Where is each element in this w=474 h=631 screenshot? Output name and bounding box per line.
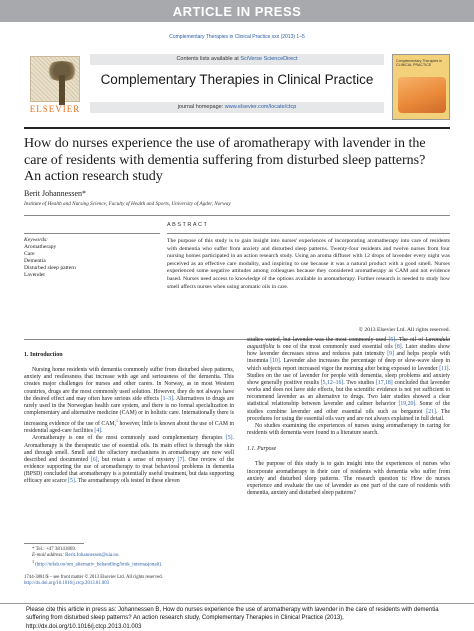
footnote-divider	[24, 543, 84, 544]
homepage-link[interactable]: www.elsevier.com/locate/ctcp	[224, 104, 297, 110]
url-link[interactable]: (http://nifab.no/om_alternativ_behandling/bruk_internasjonalt).	[35, 563, 163, 569]
reference-link[interactable]: [5,12–16]	[320, 379, 344, 386]
homepage-prefix: journal homepage:	[177, 104, 225, 110]
contents-available-line	[90, 54, 384, 65]
contents-prefix: Contents lists available at	[176, 56, 241, 62]
keywords-heading: Keywords:	[24, 237, 49, 243]
article-in-press-banner	[0, 0, 474, 22]
reference-link[interactable]: [6]	[90, 456, 98, 463]
cover-title: Complementary Therapies in CLINICAL PRACTICE	[396, 59, 443, 68]
left-column	[24, 352, 234, 486]
copyright-notice: © 2013 Elsevier Ltd. All rights reserved.	[358, 327, 450, 333]
keyword-item: Care	[24, 251, 35, 257]
abstract-divider	[167, 233, 450, 234]
reference-link[interactable]: [7]	[177, 456, 185, 463]
footnote-url: $^1$ (http://nifab.no/om_alternativ_behandling/bruk_internasjonalt).	[32, 559, 163, 569]
paragraph: The purpose of this study is to gain insight into the experiences of nurses who incorporate aromatherapy in their care of residents with dementia who suffer from anxiety and disturbed sleep patterns. The research question is: How do nurses experience and evaluate the use of lavender as one part of the care of residents with dementia, anxiety and disturbed sleep patterns?	[247, 461, 450, 496]
author-affiliation: Institute of Health and Nursing Science, Faculty of Health and Sports, University of Agder, Norway	[24, 201, 231, 207]
right-column	[247, 337, 450, 497]
tree-logo-icon	[30, 56, 80, 102]
journal-citation-line[interactable]: Complementary Therapies in Clinical Practice xxx (2013) 1–5	[169, 34, 305, 40]
elsevier-logo	[24, 54, 86, 116]
reference-link[interactable]: [19,20]	[398, 401, 416, 408]
journal-title: Complementary Therapies in Clinical Practice	[100, 72, 374, 87]
reference-link[interactable]: [1–3]	[160, 395, 174, 402]
info-divider	[24, 215, 450, 216]
purpose-heading: 1.1. Purpose	[247, 446, 277, 453]
reference-link[interactable]: [21]	[426, 408, 436, 415]
paragraph: Nursing home residents with dementia commonly suffer from disturbed sleep patterns, anxiety and restlessness that increase with age and seriousness of the dementia. This creates major challenges for nurses and other carers. In Norway, as in most Western countries, drugs are the most commonly used solution. However, they do not always have the desired effect and may often have serious side effects [1–3]. Alternatives to drugs are rarely used in the Norwegian health care system, and there is no formal specialization in complementary and alternative medicine (CAM) or in holistic care. Internationally there is increasing evidence of the use of CAM,$^1$ however, little is known about the use of CAM in residential aged-care facilities [4].	[24, 367, 234, 435]
reference-link[interactable]: [11]	[439, 365, 449, 372]
journal-info	[90, 54, 384, 116]
email-link[interactable]: Berit.Johannessen@uia.no.	[65, 553, 120, 559]
journal-cover-image	[392, 54, 450, 120]
journal-masthead	[24, 54, 450, 124]
author-name: Berit Johannessen*	[24, 189, 86, 198]
keyword-item: Dementia	[24, 258, 46, 264]
abstract-text: The purpose of this study is to gain insight into nurses' experiences of incorporating aromatherapy into care of residents with dementia who suffer from anxiety and disturbed sleep patterns. Twenty-four residents and twelve nurses from four nursing homes participated in an action research study. Using an aroma diffuser with 12 drops of lavender every night was perceived as an effective care modality, and inspiring to use because it was a natural product with a good smell. Nurses experienced some negative attitudes among colleagues because they considered aromatherapy as CAM and not evidence based. Nurses need access to knowledge of the options available in aromatherapy. Further research is needed to study how smell affects nurses when using aromatic oils in care.	[167, 238, 450, 290]
article-title: How do nurses experience the use of aromatherapy with lavender in the care of residents with dementia suffering from disturbed sleep patterns? An action research study	[24, 136, 426, 184]
abstract-heading: ABSTRACT	[167, 222, 209, 228]
reference-link[interactable]: [17,18]	[375, 379, 393, 386]
reference-link[interactable]: [8]	[394, 344, 402, 351]
reference-link[interactable]: [4]	[94, 428, 102, 435]
journal-homepage-line	[90, 102, 384, 113]
reference-link[interactable]: [10]	[270, 358, 280, 365]
keyword-item: Disturbed sleep pattern	[24, 265, 76, 271]
footnotes	[24, 547, 234, 569]
cite-this-article-box: Please cite this article in press as: Johannessen B, How do nurses experience the use of aromatherapy with lavender in the care of residents with dementia suffering from disturbed sleep patterns? An action research study, Complementary Therapies in Clinical Practice (2013), http://dx.doi.org/10.1016/j.ctcp.2013.01.003	[0, 603, 474, 631]
banner-text: ARTICLE IN PRESS	[172, 3, 302, 19]
front-matter-line: 1744-3881/$ – see front matter © 2013 Elsevier Ltd. All rights reserved.	[24, 575, 163, 580]
paragraph: No studies examining the experiences of nurses using aromatherapy in caring for residents with dementia were found in a literature search.	[247, 422, 450, 437]
keyword-item: Aromatherapy	[24, 244, 57, 250]
introduction-heading: 1. Introduction	[24, 352, 63, 358]
reference-link[interactable]: [5]	[388, 337, 396, 343]
keyword-item: Lavender	[24, 272, 46, 278]
reference-link[interactable]: [5]	[68, 478, 75, 485]
masthead-divider	[24, 127, 450, 129]
publisher-name: ELSEVIER	[29, 104, 81, 114]
reference-link[interactable]: [9]	[387, 351, 394, 358]
sciencedirect-link[interactable]: SciVerse ScienceDirect	[240, 56, 298, 62]
footnote-email: E-mail address: Berit.Johannessen@uia.no.	[32, 553, 120, 559]
footnote-telephone: * Tel.: +47 38141869.	[32, 547, 77, 552]
footnote-marker[interactable]: 1	[115, 418, 118, 424]
cover-art	[398, 77, 446, 113]
keywords-block	[24, 237, 164, 279]
doi-link[interactable]: http://dx.doi.org/10.1016/j.ctcp.2013.01.003	[24, 581, 110, 586]
issn-block	[24, 575, 244, 587]
paragraph: Aromatherapy is one of the most commonly used complementary therapies [5]. Aromatherapy is the therapeutic use of essential oils. Its main effect is through the skin and through smell. Smell and the olfactory mechanisms in aromatherapy are now well described and documented [6], but retain a sense of mystery [7]. One review of the evidence supporting the use of aromatherapy to treat behavioral problems in dementia (BPSD) concluded that aromatherapy is a potentially useful treatment, but data supporting efficacy are scarce [5]. The aromatherapy oils tested in these eleven	[24, 435, 234, 485]
paragraph: studies varied, but lavender was the most commonly used [5]. The oil of Lavandula augustifolia is one of the most commonly used essential oils [8]. Later studies show how lavender decreases stress and reduces pain intensity [9] and helps people with insomnia [10]. Lavender also increases the percentage of deep or slow-wave sleep in which subjects report increased vigor the morning after being exposed to lavender [11]. Studies on the use of lavender for people with dementia, sleep problems and anxiety show generally positive results [5,12–16]. Two studies [17,18] concluded that lavender works and does not have side effects, but the scientific evidence is not yet sufficient to recommend lavender as an alternative to drugs. Two later studies showed a clear statistical relationship between lavender and calmer behavior [19,20]. Some of the studies combine lavender and other essential oils such as bergamot [21]. The procedures for using the essential oils vary and are not always explained in full detail.	[247, 337, 451, 422]
keywords-divider	[24, 233, 160, 234]
reference-link[interactable]: [5]	[225, 435, 233, 442]
